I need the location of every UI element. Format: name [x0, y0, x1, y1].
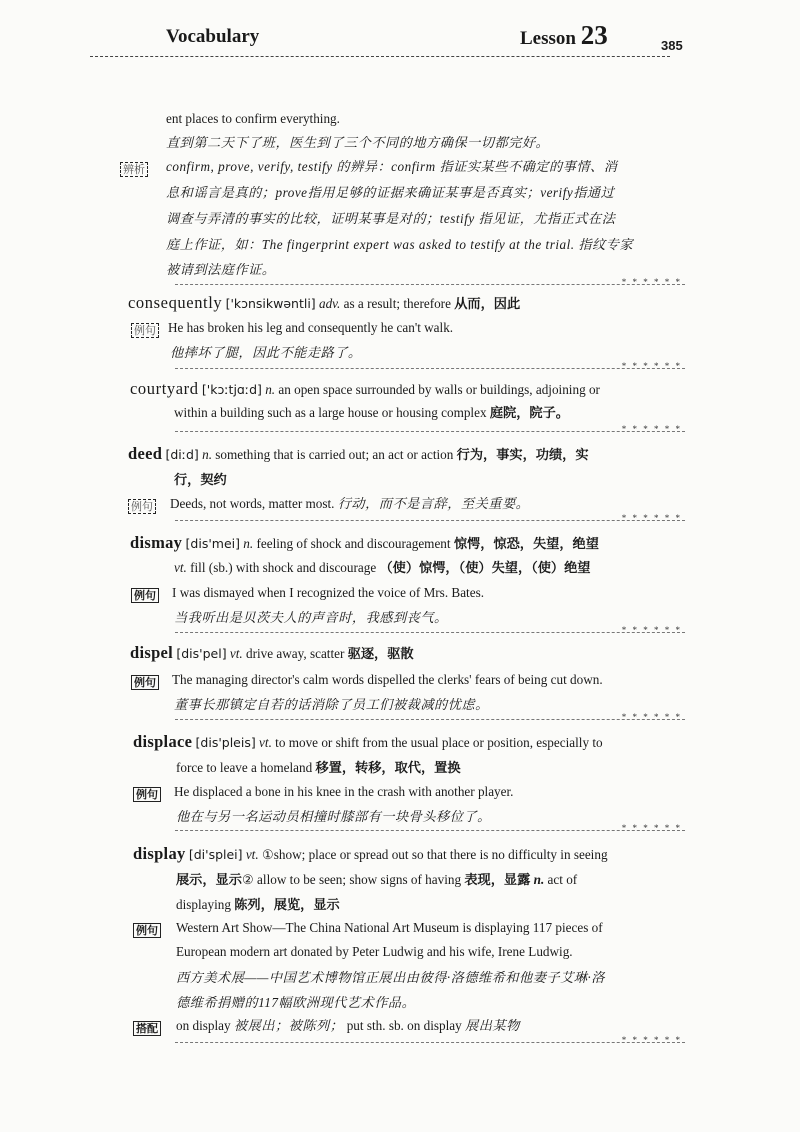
part-of-speech: vt.: [245, 847, 259, 862]
headword: deed: [128, 444, 163, 463]
collocation-zh: 被展出；被陈列；: [233, 1018, 344, 1033]
collocation: put sth. sb. on display: [346, 1018, 462, 1033]
separator: [175, 368, 685, 377]
part-of-speech: adv.: [318, 296, 341, 311]
headword: dismay: [130, 533, 183, 552]
entry-dismay: [130, 534, 599, 553]
separator: [175, 520, 685, 529]
separator: [175, 830, 685, 839]
definition-zh: 从而，因此: [454, 296, 521, 311]
note-tag: 辨析: [120, 160, 148, 178]
example-translation: 德维希捐赠的117幅欧洲现代艺术作品。: [176, 995, 416, 1010]
definition-zh: （使）惊愕，（使）失望，（使）绝望: [379, 560, 591, 575]
definition: feeling of shock and discouragement: [256, 536, 451, 551]
separator-stars: * * * * * *: [621, 625, 682, 635]
separator-stars: * * * * * *: [621, 277, 682, 287]
phonetic: [di'splei]: [188, 847, 243, 862]
example-sentence: The managing director's calm words dispelled the clerks' fears of being cut down.: [172, 672, 603, 687]
example-translation: 行动，而不是言辞，至关重要。: [337, 496, 530, 511]
intro-line: ent places to confirm everything.: [166, 111, 340, 126]
example-translation: 他摔坏了腿，因此不能走路了。: [170, 345, 362, 360]
phonetic: ['kɔnsikwəntli]: [225, 296, 316, 311]
separator: [175, 431, 685, 440]
example-sentence: I was dismayed when I recognized the voice of Mrs. Bates.: [172, 585, 485, 600]
example-tag: 例句: [133, 921, 161, 939]
entry-displace: [133, 733, 603, 752]
lesson-number: 23: [580, 20, 608, 50]
definition: act of: [547, 872, 578, 887]
separator: [175, 284, 685, 293]
phonetic: [dis'pel]: [176, 646, 227, 661]
headword: display: [133, 844, 186, 863]
definition: to move or shift from the usual place or position, especially to: [275, 735, 603, 750]
definition-zh: 表现，显露: [464, 872, 531, 887]
definition-zh: 展示，显示: [176, 872, 242, 887]
entry-consequently: [128, 294, 520, 313]
intro-line-zh: 直到第二天下了班，医生到了三个不同的地方确保一切都完好。: [166, 135, 550, 150]
example-tag: 例句: [131, 321, 159, 339]
example-tag: 例句: [133, 785, 161, 803]
definition-cont: [176, 896, 340, 914]
example-translation: 董事长那镇定自若的话消除了员工们被裁减的忧虑。: [174, 697, 489, 712]
definition: displaying: [176, 897, 231, 912]
example-tag: 例句: [131, 673, 159, 691]
note-line: 被请到法庭作证。: [166, 262, 276, 277]
definition-cont: [174, 404, 569, 422]
phonetic: [dis'mei]: [185, 536, 240, 551]
entry-courtyard: [130, 380, 600, 399]
definition-cont: [174, 559, 590, 577]
note-line: 庭上作证，如：The fingerprint expert was asked to testify at the trial. 指纹专家: [166, 237, 634, 252]
headword: displace: [133, 732, 193, 751]
definition: as a result; therefore: [343, 296, 451, 311]
definition: fill (sb.) with shock and discourage: [190, 560, 377, 575]
definition-zh: 驱逐，驱散: [347, 646, 414, 661]
example-sentence: He has broken his leg and consequently he can't walk.: [168, 320, 454, 335]
phonetic: [dis'pleis]: [195, 735, 256, 750]
definition: force to leave a homeland: [176, 760, 313, 775]
separator: [175, 632, 685, 641]
example-sentence: He displaced a bone in his knee in the crash with another player.: [174, 784, 514, 799]
definition-zh: 庭院，院子。: [489, 405, 569, 420]
definition: something that is carried out; an act or action: [215, 447, 454, 462]
header-rule: [90, 56, 670, 57]
part-of-speech: vt.: [174, 560, 187, 575]
separator: [175, 719, 685, 728]
example-tag: 例句: [131, 586, 159, 604]
example-translation: 他在与另一名运动员相撞时膝部有一块骨头移位了。: [176, 809, 491, 824]
part-of-speech: vt.: [229, 646, 243, 661]
definition: within a building such as a large house or housing complex: [174, 405, 487, 420]
definition-cont: [176, 871, 577, 889]
collocation-line: [176, 1017, 520, 1035]
part-of-speech: vt.: [259, 735, 272, 750]
phonetic: ['kɔːtjɑːd]: [201, 382, 262, 397]
example-line: [170, 495, 529, 513]
collocation-tag: 搭配: [133, 1019, 161, 1037]
entry-dispel: [130, 644, 414, 663]
definition-zh: 惊愕，惊恐，失望，绝望: [453, 536, 599, 551]
part-of-speech: n.: [533, 872, 545, 887]
lesson-title: [520, 20, 608, 51]
definition-cont: [176, 759, 461, 777]
separator-stars: * * * * * *: [621, 1035, 682, 1045]
example-translation: 当我听出是贝茨夫人的声音时，我感到丧气。: [174, 610, 448, 625]
definition: ② allow to be seen; show signs of having: [241, 872, 462, 887]
section-title: Vocabulary: [166, 26, 260, 47]
phonetic: [diːd]: [165, 447, 199, 462]
note-line: confirm, prove, verify, testify 的辨异：confirm 指证实某些不确定的事情、消: [166, 159, 618, 174]
example-translation: 西方美术展——中国艺术博物馆正展出由彼得·洛德维希和他妻子艾琳·洛: [176, 970, 605, 985]
separator-stars: * * * * * *: [621, 513, 682, 523]
example-sentence: Deeds, not words, matter most.: [170, 496, 335, 511]
note-line: 息和谣言是真的；prove指用足够的证据来确证某事是否真实；verify指通过: [166, 185, 615, 200]
lesson-word: Lesson: [520, 28, 576, 49]
separator-stars: * * * * * *: [621, 424, 682, 434]
headword: dispel: [130, 643, 174, 662]
separator: [175, 1042, 685, 1051]
definition: an open space surrounded by walls or buildings, adjoining or: [278, 382, 600, 397]
headword: consequently: [128, 293, 223, 312]
definition: drive away, scatter: [246, 646, 345, 661]
separator-stars: * * * * * *: [621, 712, 682, 722]
headword: courtyard: [130, 379, 199, 398]
part-of-speech: n.: [202, 447, 212, 462]
separator-stars: * * * * * *: [621, 823, 682, 833]
example-sentence: Western Art Show—The China National Art Museum is displaying 117 pieces of: [176, 920, 603, 935]
definition-zh: 行为，事实，功绩，实: [456, 447, 589, 462]
part-of-speech: n.: [265, 382, 276, 397]
example-tag: 例句: [128, 497, 156, 515]
definition-zh-cont: 行，契约: [174, 472, 227, 487]
entry-deed: [128, 445, 589, 464]
note-line: 调查与弄清的事实的比较，证明某事是对的；testify 指见证，尤指正式在法: [166, 211, 616, 226]
collocation-zh: 展出某物: [465, 1018, 520, 1033]
part-of-speech: n.: [243, 536, 254, 551]
page-number: 385: [661, 38, 683, 53]
entry-display: [133, 845, 608, 864]
definition: ①show; place or spread out so that there is no difficulty in seeing: [261, 847, 608, 862]
example-sentence: European modern art donated by Peter Ludwig and his wife, Irene Ludwig.: [176, 944, 573, 959]
separator-stars: * * * * * *: [621, 361, 682, 371]
collocation: on display: [176, 1018, 231, 1033]
definition-zh: 陈列，展览，显示: [234, 897, 340, 912]
definition-zh: 移置，转移，取代，置换: [315, 760, 461, 775]
